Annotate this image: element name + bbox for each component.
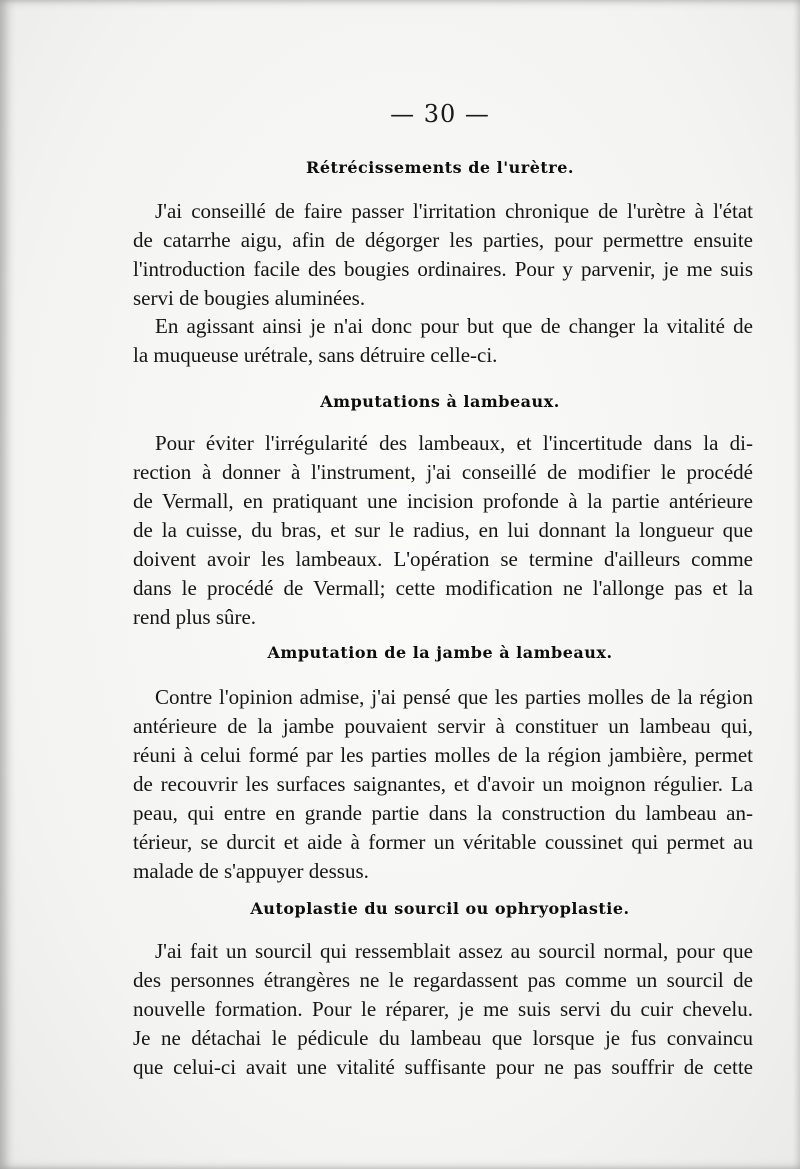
text-line: antérieure de la jambe pouvaient servir à constituer un lambeau qui,: [133, 714, 753, 738]
text-line: malade de s'appuyer dessus.: [133, 859, 369, 883]
text-line: rection à donner à l'instrument, j'ai conseillé de modifier le procédé: [133, 460, 753, 484]
paragraph: [133, 197, 753, 313]
text-line: J'ai fait un sourcil qui ressemblait assez au sourcil normal, pour que: [155, 939, 753, 963]
text-line: que celui-ci avait une vitalité suffisante pour ne pas souffrir de cette: [133, 1055, 753, 1079]
text-line: de recouvrir les surfaces saignantes, et d'avoir un moignon régulier. La: [133, 772, 753, 796]
text-line: des personnes étrangères ne le regardassent pas comme un sourcil de: [133, 968, 753, 992]
section-heading-jambe: Amputation de la jambe à lambeaux.: [267, 643, 613, 662]
text-line: rend plus sûre.: [133, 605, 257, 629]
text-line: Pour éviter l'irrégularité des lambeaux, et l'incertitude dans la di-: [155, 431, 753, 455]
text-line: dans le procédé de Vermall; cette modification ne l'allonge pas et la: [133, 576, 753, 600]
section-heading-uretre: Rétrécissements de l'urètre.: [306, 158, 574, 177]
text-line: la muqueuse urétrale, sans détruire celle-ci.: [133, 343, 498, 367]
text-line: Contre l'opinion admise, j'ai pensé que les parties molles de la région: [155, 685, 753, 709]
page-number: — 30 —: [390, 100, 490, 128]
paragraph: [133, 429, 753, 632]
section-heading-amputations: Amputations à lambeaux.: [320, 392, 560, 411]
text-line: En agissant ainsi je n'ai donc pour but que de changer la vitalité de: [155, 314, 753, 338]
text-line: l'introduction facile des bougies ordinaires. Pour y parvenir, je me suis: [133, 257, 753, 281]
text-line: de la cuisse, du bras, et sur le radius, en lui donnant la longueur que: [133, 518, 753, 542]
paragraph: [133, 312, 753, 370]
text-line: doivent avoir les lambeaux. L'opération se termine d'ailleurs comme: [133, 547, 753, 571]
text-line: réuni à celui formé par les parties molles de la région jambière, permet: [133, 743, 753, 767]
paragraph: [133, 937, 753, 1082]
section-heading-sourcil: Autoplastie du sourcil ou ophryoplastie.: [250, 899, 630, 918]
text-line: servi de bougies aluminées.: [133, 286, 366, 310]
text-line: peau, qui entre en grande partie dans la construction du lambeau an-: [133, 801, 753, 825]
text-line: térieur, se durcit et aide à former un véritable coussinet qui permet au: [133, 830, 753, 854]
text-line: nouvelle formation. Pour le réparer, je me suis servi du cuir chevelu.: [133, 997, 753, 1021]
text-line: de Vermall, en pratiquant une incision profonde à la partie antérieure: [133, 489, 753, 513]
text-line: Je ne détachai le pédicule du lambeau que lorsque je fus convaincu: [133, 1026, 753, 1050]
paragraph: [133, 683, 753, 886]
text-line: J'ai conseillé de faire passer l'irritation chronique de l'urètre à l'état: [155, 199, 753, 223]
text-line: de catarrhe aigu, afin de dégorger les parties, pour permettre ensuite: [133, 228, 753, 252]
